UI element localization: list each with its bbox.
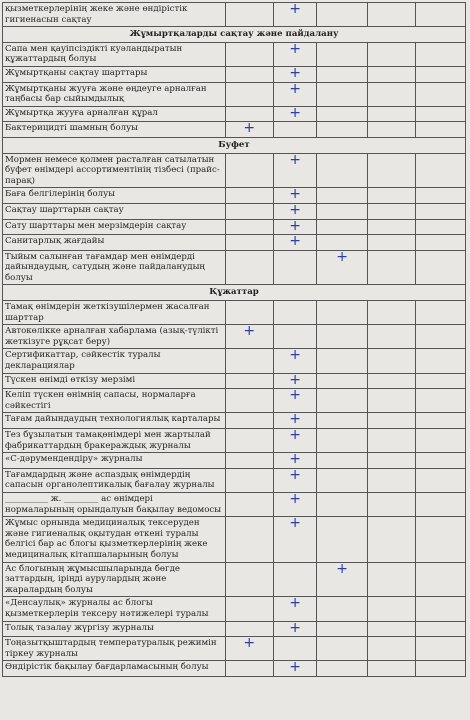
checklist-row [3,373,466,389]
section-title: Буфет [3,137,466,153]
mark-cell [273,637,317,661]
mark-cell [317,389,367,413]
plus-mark: + [289,203,301,218]
mark-cell [317,621,367,637]
checklist-body [3,3,466,677]
mark-cell [225,219,273,235]
mark-cell [225,492,273,516]
requirement-text: Тез бұзылатын тамақөнімдері мен жартылай фабрикаттардың бракераждық журналы [3,429,226,453]
plus-mark: + [289,596,301,612]
mark-cell [367,250,415,285]
mark-cell [415,429,465,453]
mark-cell [273,219,317,235]
mark-cell [225,42,273,66]
plus-mark: + [289,373,301,388]
mark-cell [225,637,273,661]
requirement-text: Автокөлікке арналған хабарлама (азық-түлікті жеткізуге рұқсат беру) [3,325,226,349]
mark-cell [317,492,367,516]
mark-cell [367,3,415,27]
mark-cell [415,562,465,597]
mark-cell [317,188,367,204]
mark-cell [273,413,317,429]
mark-cell [273,562,317,597]
mark-cell [367,468,415,492]
mark-cell [273,597,317,621]
plus-mark: + [243,636,256,652]
mark-cell [225,468,273,492]
mark-cell [273,389,317,413]
requirement-text: Тамақ өнімдерін жеткізушілермен жасалған шарттар [3,301,226,325]
plus-mark: + [289,621,301,636]
requirement-text: Жұмыртқаны сақтау шарттары [3,66,226,82]
mark-cell [367,429,415,453]
mark-cell [225,325,273,349]
mark-cell [317,453,367,469]
checklist-row [3,661,466,677]
mark-cell [225,188,273,204]
requirement-text: Толық тазалау жүргізу журналы [3,621,226,637]
mark-cell [367,621,415,637]
mark-cell [317,82,367,106]
section-title: Жұмыртқаларды сақтау және пайдалану [3,27,466,43]
mark-cell [415,122,465,138]
mark-cell [273,153,317,188]
plus-mark: + [289,388,301,404]
mark-cell [367,66,415,82]
mark-cell [317,106,367,122]
mark-cell [367,325,415,349]
requirement-text: Мормен немесе қолмен расталған сатылатын буфет өнімдері ассортиментінің тізбесі (прайс-парақ) [3,153,226,188]
plus-mark: + [243,324,256,340]
mark-cell [415,661,465,677]
requirement-text: Тағам дайындаудың технологиялық карталары [3,413,226,429]
mark-cell [367,661,415,677]
checklist-row [3,301,466,325]
mark-cell [317,235,367,251]
mark-cell [415,153,465,188]
mark-cell [225,453,273,469]
plus-mark: + [289,153,301,168]
mark-cell [273,453,317,469]
plus-mark: + [289,516,301,532]
plus-mark: + [289,468,301,483]
mark-cell [225,661,273,677]
requirement-text: Жұмыс орнында медициналық тексеруден және гигиеналық оқытудан өткені туралы белгісі бар ас блогы қызметкерлерінің жеке медициналық кітапшаларының болуы [3,517,226,562]
mark-cell [367,106,415,122]
mark-cell [225,389,273,413]
mark-cell [367,188,415,204]
mark-cell [225,597,273,621]
mark-cell [367,517,415,562]
mark-cell [367,203,415,219]
mark-cell [225,203,273,219]
checklist-row [3,325,466,349]
plus-mark: + [289,2,301,17]
mark-cell [367,349,415,373]
mark-cell [273,373,317,389]
checklist-row [3,42,466,66]
mark-cell [317,562,367,597]
mark-cell [415,66,465,82]
checklist-table [2,2,466,677]
mark-cell [367,301,415,325]
checklist-row [3,188,466,204]
mark-cell [415,637,465,661]
checklist-row [3,621,466,637]
mark-cell [415,42,465,66]
mark-cell [273,325,317,349]
plus-mark: + [243,121,256,137]
requirement-text: «Денсаулық» журналы ас блогы қызметкерлерін тексеру нәтижелері туралы [3,597,226,621]
checklist-row [3,453,466,469]
mark-cell [273,301,317,325]
mark-cell [317,66,367,82]
checklist-row [3,413,466,429]
plus-mark: + [289,660,301,676]
plus-mark: + [289,428,301,443]
requirement-text: Жұмыртқа жууға арналған құрал [3,106,226,122]
mark-cell [367,373,415,389]
section-header-row [3,137,466,153]
requirement-text: Баға белгілерінің болуы [3,188,226,204]
mark-cell [317,219,367,235]
mark-cell [225,349,273,373]
mark-cell [273,235,317,251]
requirement-text: Сату шарттары мен мерзімдерін сақтау [3,219,226,235]
plus-mark: + [289,348,301,364]
mark-cell [317,413,367,429]
mark-cell [415,188,465,204]
mark-cell [415,389,465,413]
mark-cell [415,203,465,219]
requirement-text: Түскен өнімді өткізу мерзімі [3,373,226,389]
mark-cell [317,325,367,349]
mark-cell [225,82,273,106]
mark-cell [367,389,415,413]
mark-cell [317,42,367,66]
checklist-row [3,82,466,106]
mark-cell [317,517,367,562]
mark-cell [415,325,465,349]
checklist-row [3,66,466,82]
mark-cell [415,106,465,122]
mark-cell [225,3,273,27]
mark-cell [367,453,415,469]
mark-cell [367,122,415,138]
mark-cell [317,153,367,188]
mark-cell [415,235,465,251]
section-header-row [3,27,466,43]
checklist-row [3,219,466,235]
checklist-row [3,637,466,661]
mark-cell [225,106,273,122]
mark-cell [225,66,273,82]
plus-mark: + [289,66,301,81]
mark-cell [317,637,367,661]
mark-cell [317,203,367,219]
mark-cell [225,122,273,138]
mark-cell [317,661,367,677]
checklist-row [3,468,466,492]
mark-cell [225,250,273,285]
mark-cell [225,562,273,597]
mark-cell [415,621,465,637]
mark-cell [367,153,415,188]
plus-mark: + [289,187,301,203]
mark-cell [273,106,317,122]
checklist-row [3,250,466,285]
mark-cell [367,235,415,251]
mark-cell [225,153,273,188]
requirement-text: Бактерицидті шамның болуы [3,122,226,138]
requirement-text: Сертификаттар, сәйкестік туралы декларациялар [3,349,226,373]
checklist-row [3,235,466,251]
mark-cell [415,219,465,235]
checklist-row [3,203,466,219]
plus-mark: + [289,219,301,234]
mark-cell [273,42,317,66]
mark-cell [367,82,415,106]
mark-cell [225,301,273,325]
mark-cell [415,301,465,325]
checklist-row [3,389,466,413]
plus-mark: + [289,492,301,507]
mark-cell [367,413,415,429]
mark-cell [415,250,465,285]
mark-cell [273,468,317,492]
mark-cell [273,66,317,82]
plus-mark: + [289,42,301,57]
mark-cell [225,373,273,389]
mark-cell [273,3,317,27]
requirement-text: Тағамдардың және аспаздық өнімдердің сапасын органолептикалық бағалау журналы [3,468,226,492]
mark-cell [415,3,465,27]
mark-cell [273,250,317,285]
requirement-text: Өндірістік бақылау бағдарламасының болуы [3,661,226,677]
mark-cell [367,562,415,597]
mark-cell [415,373,465,389]
mark-cell [273,122,317,138]
mark-cell [317,3,367,27]
checklist-row [3,492,466,516]
requirement-text: Келіп түскен өнімнің сапасы, нормаларға сәйкестігі [3,389,226,413]
mark-cell [317,349,367,373]
requirement-text: Жұмыртқаны жууға және өңдеуге арналған таңбасы бар сыйымдылық [3,82,226,106]
requirement-text: Ас блогының жұмысшыларында бөгде заттардың, іріңді аурулардың және жаралардың болуы [3,562,226,597]
mark-cell [225,429,273,453]
mark-cell [225,621,273,637]
mark-cell [273,661,317,677]
mark-cell [225,413,273,429]
mark-cell [415,82,465,106]
requirement-text: Сақтау шарттарын сақтау [3,203,226,219]
mark-cell [317,301,367,325]
mark-cell [273,82,317,106]
mark-cell [317,429,367,453]
checklist-row [3,597,466,621]
plus-mark: + [289,106,301,121]
requirement-text: Тоңазытқыштардың температуралық режимін тіркеу журналы [3,637,226,661]
requirement-text: __________ ж. ________ ас өнімдері нормаларының орындалуын бақылау ведомосы [3,492,226,516]
mark-cell [273,429,317,453]
mark-cell [415,517,465,562]
mark-cell [317,373,367,389]
section-header-row [3,285,466,301]
requirement-text: қызметкерлерінің жеке және өндірістік гигиенасын сақтау [3,3,226,27]
checklist-row [3,106,466,122]
mark-cell [367,42,415,66]
requirement-text: Санитарлық жағдайы [3,235,226,251]
mark-cell [367,492,415,516]
mark-cell [273,349,317,373]
mark-cell [415,492,465,516]
mark-cell [367,637,415,661]
checklist-row [3,122,466,138]
mark-cell [415,413,465,429]
plus-mark: + [289,82,301,97]
mark-cell [317,122,367,138]
checklist-row [3,517,466,562]
mark-cell [273,517,317,562]
plus-mark: + [336,250,348,265]
requirement-text: «С-дәрумендендіру» журналы [3,453,226,469]
mark-cell [225,235,273,251]
mark-cell [273,492,317,516]
requirement-text: Сапа мен қауіпсіздікті куәландыратын құжаттардың болуы [3,42,226,66]
mark-cell [273,188,317,204]
plus-mark: + [289,452,301,468]
plus-mark: + [336,562,348,577]
mark-cell [367,219,415,235]
mark-cell [317,250,367,285]
checklist-row [3,562,466,597]
section-title: Құжаттар [3,285,466,301]
checklist-row [3,429,466,453]
requirement-text: Тыйым салынған тағамдар мен өнімдерді дайындаудың, сатудың және пайдаланудың болуы [3,250,226,285]
mark-cell [273,203,317,219]
checklist-row [3,349,466,373]
plus-mark: + [289,412,301,428]
checklist-row [3,153,466,188]
mark-cell [415,349,465,373]
checklist-row [3,3,466,27]
mark-cell [225,517,273,562]
mark-cell [273,621,317,637]
mark-cell [415,468,465,492]
mark-cell [317,597,367,621]
mark-cell [317,468,367,492]
mark-cell [367,597,415,621]
plus-mark: + [289,234,301,250]
mark-cell [415,597,465,621]
mark-cell [415,453,465,469]
